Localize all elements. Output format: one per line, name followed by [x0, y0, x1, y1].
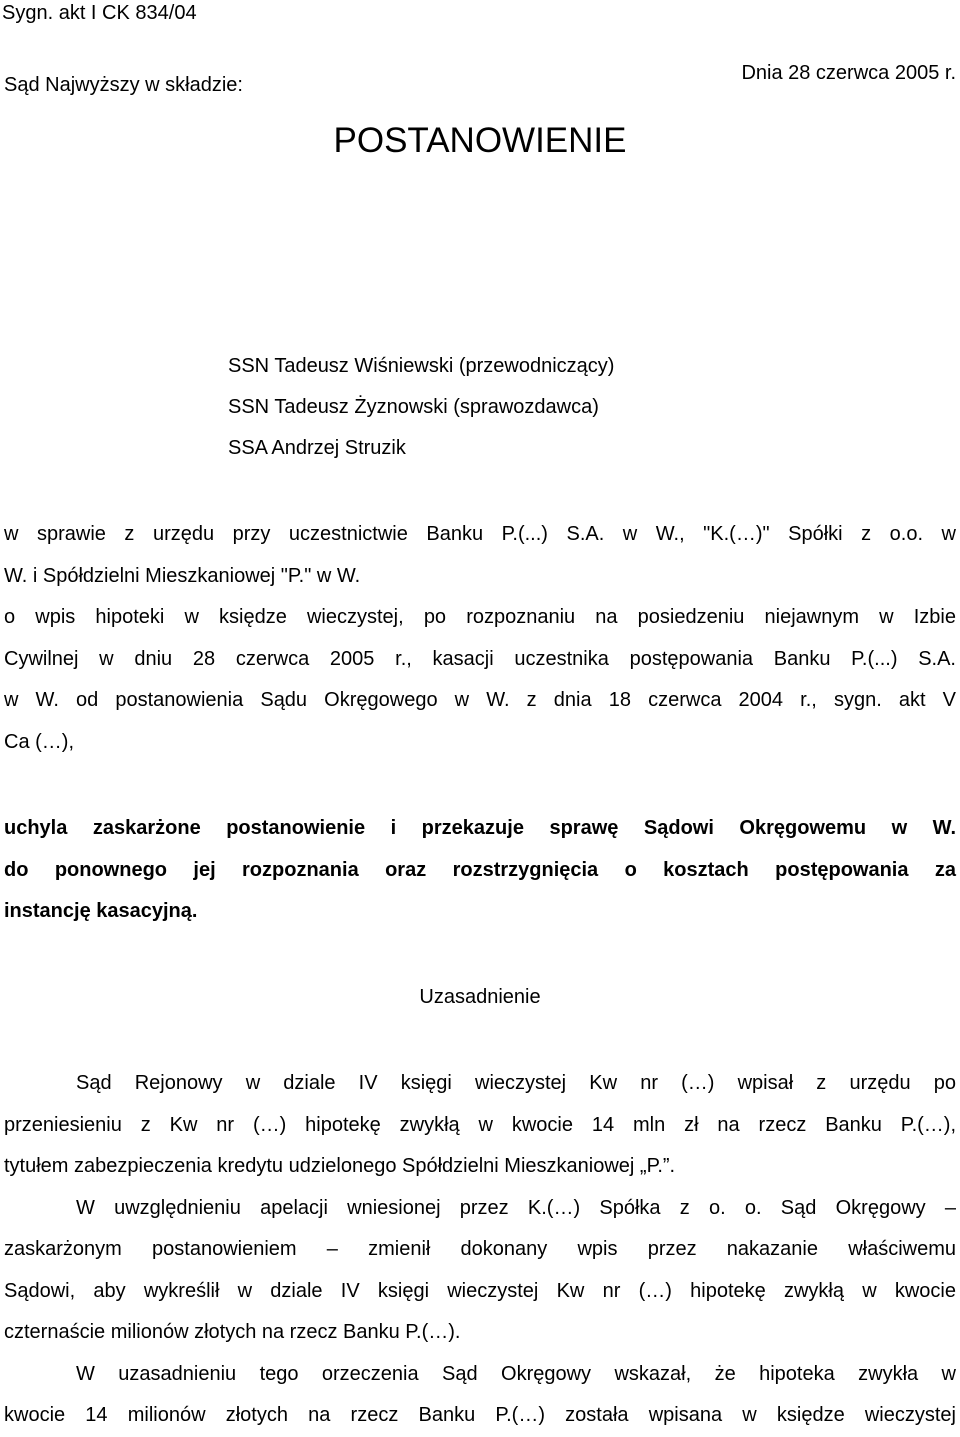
case-line: Cywilnej w dniu 28 czerwca 2005 r., kasacji uczestnika postępowania Banku P.(...) S.A.	[4, 647, 956, 670]
ruling-date: Dnia 28 czerwca 2005 r.	[741, 62, 956, 84]
ruling-line: do ponownego jej rozpoznania oraz rozstrzygnięcia o kosztach postępowania za	[4, 858, 956, 881]
justification-line: Sąd Rejonowy w dziale IV księgi wieczystej Kw nr (…) wpisał z urzędu po	[76, 1072, 956, 1094]
case-line: Ca (…),	[4, 730, 74, 753]
ruling-line: uchyla zaskarżone postanowienie i przekazuje sprawę Sądowi Okręgowemu w W.	[4, 817, 956, 839]
case-line: w sprawie z urzędu przy uczestnictwie Banku P.(...) S.A. w W., "K.(…)" Spółki z o.o. w	[4, 523, 956, 545]
case-line: W. i Spółdzielni Mieszkaniowej "P." w W.	[4, 564, 361, 587]
document-title: POSTANOWIENIE	[333, 121, 627, 160]
justification-line: tytułem zabezpieczenia kredytu udzielonego Spółdzielni Mieszkaniowej „P.”.	[4, 1155, 676, 1177]
justification-line: Sądowi, aby wykreślił w dziale IV księgi wieczystej Kw nr (…) hipotekę zwykłą w kwocie	[4, 1279, 956, 1302]
justification-heading: Uzasadnienie	[419, 986, 541, 1008]
judge-presiding: SSN Tadeusz Wiśniewski (przewodniczący)	[228, 355, 615, 377]
justification-line: W uwzględnieniu apelacji wniesionej przez K.(…) Spółka z o. o. Sąd Okręgowy –	[76, 1196, 956, 1219]
justification-line: zaskarżonym postanowieniem – zmienił dokonany wpis przez nakazanie właściwemu	[4, 1238, 956, 1260]
case-signature: Sygn. akt I CK 834/04	[2, 2, 197, 24]
judge-member: SSA Andrzej Struzik	[228, 437, 406, 459]
ruling-line: instancję kasacyjną.	[4, 900, 198, 922]
justification-line: kwocie 14 milionów złotych na rzecz Banku P.(…) została wpisana w księdze wieczystej	[4, 1404, 956, 1426]
justification-line: W uzasadnieniu tego orzeczenia Sąd Okręgowy wskazał, że hipoteka zwykła w	[76, 1362, 956, 1385]
justification-line: czternaście milionów złotych na rzecz Banku P.(…).	[4, 1321, 461, 1343]
ruling-operative-part	[4, 808, 956, 933]
case-description	[4, 514, 956, 763]
justification-line: przeniesieniu z Kw nr (…) hipotekę zwykłą w kwocie 14 mln zł na rzecz Banku P.(…),	[4, 1113, 956, 1136]
court-composition-label: Sąd Najwyższy w składzie:	[4, 74, 243, 96]
case-line: o wpis hipoteki w księdze wieczystej, po rozpoznaniu na posiedzeniu niejawnym w Izbie	[4, 606, 956, 628]
justification-body	[4, 1063, 956, 1437]
judge-rapporteur: SSN Tadeusz Żyznowski (sprawozdawca)	[228, 396, 599, 418]
case-line: w W. od postanowienia Sądu Okręgowego w W. z dnia 18 czerwca 2004 r., sygn. akt V	[4, 689, 956, 711]
